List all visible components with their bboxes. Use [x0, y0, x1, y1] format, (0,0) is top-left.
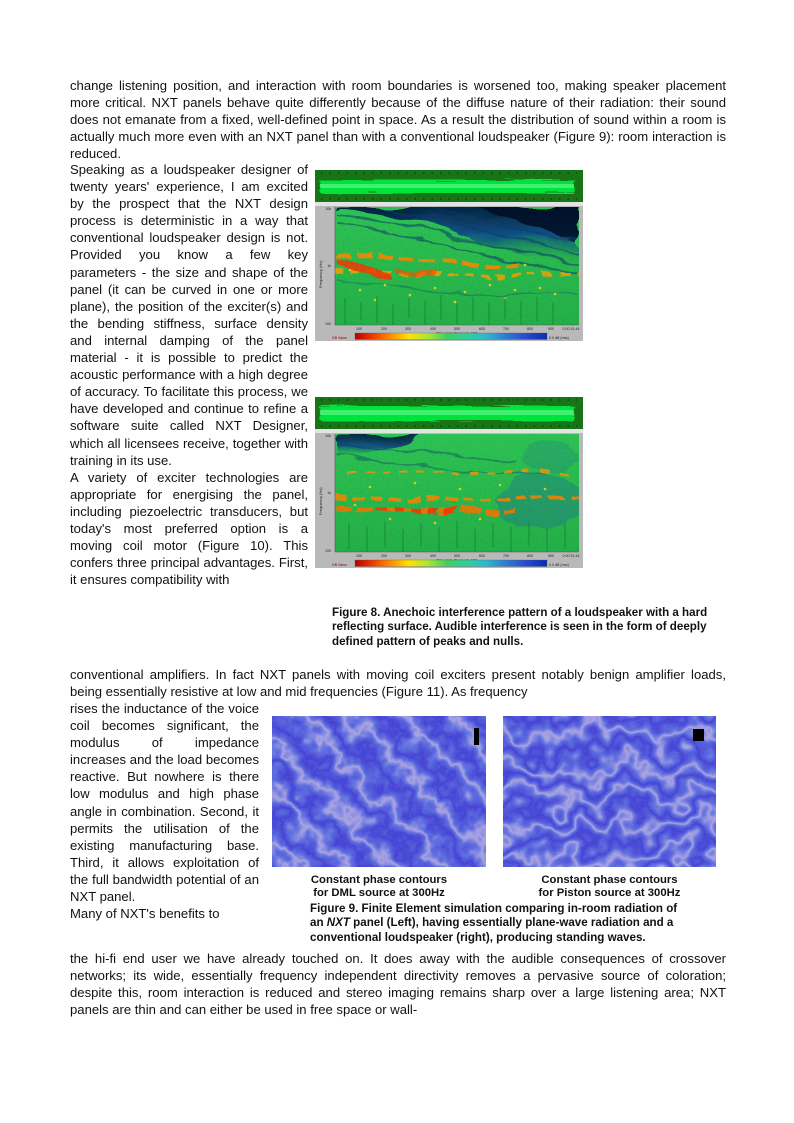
y-axis-label: Frequency (Hz)	[318, 260, 323, 288]
svg-text:600: 600	[479, 554, 485, 558]
paragraph-many-benefits: Many of NXT's benefits to	[70, 906, 220, 922]
svg-text:100: 100	[356, 554, 362, 558]
piston-label-line2: for Piston source at 300Hz	[538, 887, 681, 899]
figure9-caption-post: panel (Left), having essentially plane-wave radiation and a conventional loudspeaker (right), producing standing waves.	[310, 916, 674, 944]
dml-label-line2: for DML source at 300Hz	[313, 887, 445, 899]
colorbar-right-label: 0.0 dB (rms)	[549, 563, 569, 567]
svg-text:10k: 10k	[325, 434, 331, 438]
figure9-image-dml	[272, 716, 486, 867]
figure8-caption: Figure 8. Anechoic interference pattern of a loudspeaker with a hard reflecting surface. Audible interference is seen in the form of deeply defined pattern of peaks and nulls.	[332, 606, 708, 648]
ytick: 1k	[327, 264, 331, 268]
colorbar-left-label: DB Value	[332, 563, 347, 567]
svg-text:200: 200	[381, 327, 387, 331]
paragraph-closing: the hi-fi end user we have already touched on. It does away with the audible consequences of crossover networks; its wide, essentially frequency independent directivity removes a pervasive source of coloration; despite this, room interaction is reduced and stereo imaging remains sharp over a large listening area; NXT panels are thin and can either be used in free space or wall-	[70, 951, 726, 1018]
waveform-strip	[315, 170, 583, 202]
ytick: 100	[325, 322, 331, 326]
left-column-1	[70, 161, 308, 588]
ytick: 10k	[325, 207, 331, 211]
svg-text:100: 100	[325, 549, 331, 553]
spectrogram-top	[315, 170, 583, 341]
svg-text:1k: 1k	[327, 491, 331, 495]
figure9-dml-label	[272, 874, 486, 900]
left-column-2	[70, 700, 259, 922]
figure9-caption-pre: Figure 9. Finite Element simulation comparing in-room radiation of an	[310, 902, 678, 930]
svg-text:800: 800	[527, 554, 533, 558]
figure8-image-top	[315, 170, 583, 341]
svg-text:500: 500	[454, 554, 460, 558]
svg-text:800: 800	[527, 327, 533, 331]
spectrogram-bottom	[315, 397, 583, 568]
svg-text:400: 400	[430, 554, 436, 558]
svg-text:900: 900	[548, 554, 554, 558]
spectrogram-plot	[335, 434, 583, 552]
paragraph-intro: change listening position, and interaction with room boundaries is worsened too, making speaker placement more critical. NXT panels behave quite differently because of the diffuse nature of their radiation: their sound does not emanate from a fixed, well-defined point in space. As a result the distribution of sound within a room is actually much more even with an NXT panel than with a conventional loudspeaker (Figure 9): room interaction is reduced.	[70, 78, 726, 162]
svg-text:600: 600	[479, 327, 485, 331]
svg-text:300: 300	[405, 554, 411, 558]
svg-text:300: 300	[405, 327, 411, 331]
svg-text:900: 900	[548, 327, 554, 331]
colorbar	[332, 333, 569, 340]
paragraph-inductance: rises the inductance of the voice coil becomes significant, the modulus of impedance increases and the load becomes reactive. But nowhere is there low modulus and high phase angle in combination. Second, it permits the utilisation of the existing manufacturing base. Third, it allows exploitation of the full bandwidth potential of an NXT panel.	[70, 701, 259, 905]
svg-text:700: 700	[503, 554, 509, 558]
svg-text:400: 400	[430, 327, 436, 331]
figure9-caption	[310, 902, 692, 945]
colorbar-left-label: DB Value	[332, 336, 347, 340]
phase-contours-dml	[272, 716, 486, 867]
y-axis-label: Frequency (Hz)	[318, 487, 323, 515]
colorbar	[332, 560, 569, 567]
paragraph-speaking: Speaking as a loudspeaker designer of twenty years' experience, I am excited by the prospect that the NXT design process is deterministic in a way that conventional loudspeaker design is not. Provided you know a few key parameters - the size and shape of the panel (it can be curved in one or more plane), the position of the exciter(s) and the bending stiffness, surface density and internal damping of the panel material - it is possible to predict the acoustic performance with a high degree of accuracy. To facilitate this process, we have developed and continue to refine a software suite called NXT Designer, which all licensees receive, together with training in its use.	[70, 162, 308, 468]
phase-contours-piston	[503, 716, 716, 867]
colorbar-right-label: 0.0 dB (rms)	[549, 336, 569, 340]
svg-text:700: 700	[503, 327, 509, 331]
svg-text:200: 200	[381, 554, 387, 558]
svg-text:0.00 51:44: 0.00 51:44	[562, 554, 580, 558]
paragraph-exciters: A variety of exciter technologies are appropriate for energising the panel, including piezoelectric transducers, but today's most preferred option is a moving coil motor (Figure 10). This confers three principal advantages. First, it ensures compatibility with	[70, 469, 308, 588]
figure8-image-bottom	[315, 397, 583, 568]
waveform-strip	[315, 397, 583, 429]
figure9-piston-label	[503, 874, 716, 900]
figure9-image-piston	[503, 716, 716, 867]
svg-text:100: 100	[356, 327, 362, 331]
marker-square	[693, 729, 704, 741]
paragraph-amplifiers: conventional amplifiers. In fact NXT panels with moving coil exciters present notably benign amplifier loads, being essentially resistive at low and mid frequencies (Figure 11). As frequency	[70, 667, 726, 700]
figure9-caption-nxt: NXT	[326, 916, 350, 930]
svg-text:500: 500	[454, 327, 460, 331]
piston-label-line1: Constant phase contours	[541, 874, 678, 886]
marker-square	[474, 728, 479, 745]
dml-label-line1: Constant phase contours	[310, 874, 448, 886]
spectrogram-plot	[335, 207, 579, 325]
svg-text:0.00 51:44: 0.00 51:44	[562, 327, 580, 331]
